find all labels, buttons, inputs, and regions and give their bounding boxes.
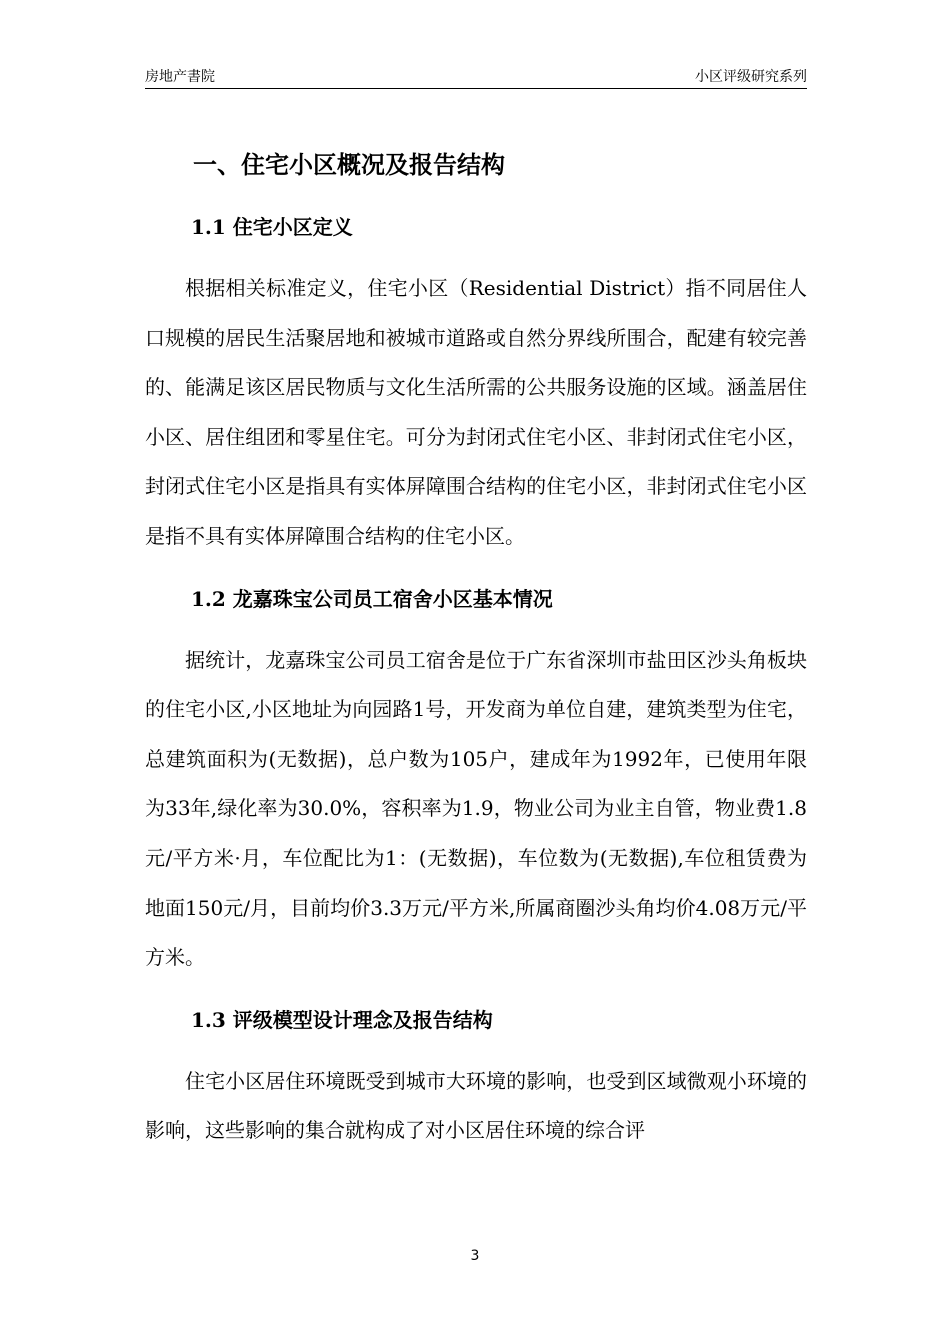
paragraph-model-design: 住宅小区居住环境既受到城市大环境的影响，也受到区域微观小环境的影响，这些影响的集合就构成了对小区居住环境的综合评 xyxy=(145,1068,807,1143)
document-body xyxy=(145,140,807,1156)
paragraph-definition: 根据相关标准定义，住宅小区（Residential District）指不同居住人口规模的居民生活聚居地和被城市道路或自然分界线所围合，配建有较完善的、能满足该区居民物质与文化生活所需的公共服务设施的区域。涵盖居住小区、居住组团和零星住宅。可分为封闭式住宅小区、非封闭式住宅小区，封闭式住宅小区是指具有实体屏障围合结构的住宅小区，非封闭式住宅小区是指不具有实体屏障围合结构的住宅小区。 xyxy=(145,276,807,548)
page-number: 3 xyxy=(470,1248,480,1264)
header-series: 小区评级研究系列 xyxy=(695,69,807,85)
page-header xyxy=(145,60,807,89)
subsection-heading-1-1: 1.1 住宅小区定义 xyxy=(191,215,353,239)
paragraph-basic-info: 据统计，龙嘉珠宝公司员工宿舍是位于广东省深圳市盐田区沙头角板块的住宅小区,小区地址为向园路1号，开发商为单位自建，建筑类型为住宅，总建筑面积为(无数据)，总户数为105户，建成年为1992年，已使用年限为33年,绿化率为30.0%，容积率为1.9，物业公司为业主自管，物业费1.8元/平方米·月，车位配比为1：(无数据)，车位数为(无数据),车位租赁费为地面150元/月，目前均价3.3万元/平方米,所属商圈沙头角均价4.08万元/平方米。 xyxy=(145,647,807,970)
subsection-heading-1-2: 1.2 龙嘉珠宝公司员工宿舍小区基本情况 xyxy=(191,586,553,611)
header-publisher: 房地产書院 xyxy=(145,69,215,85)
section-title: 一、住宅小区概况及报告结构 xyxy=(193,150,505,179)
subsection-heading-1-3: 1.3 评级模型设计理念及报告结构 xyxy=(191,1007,493,1032)
